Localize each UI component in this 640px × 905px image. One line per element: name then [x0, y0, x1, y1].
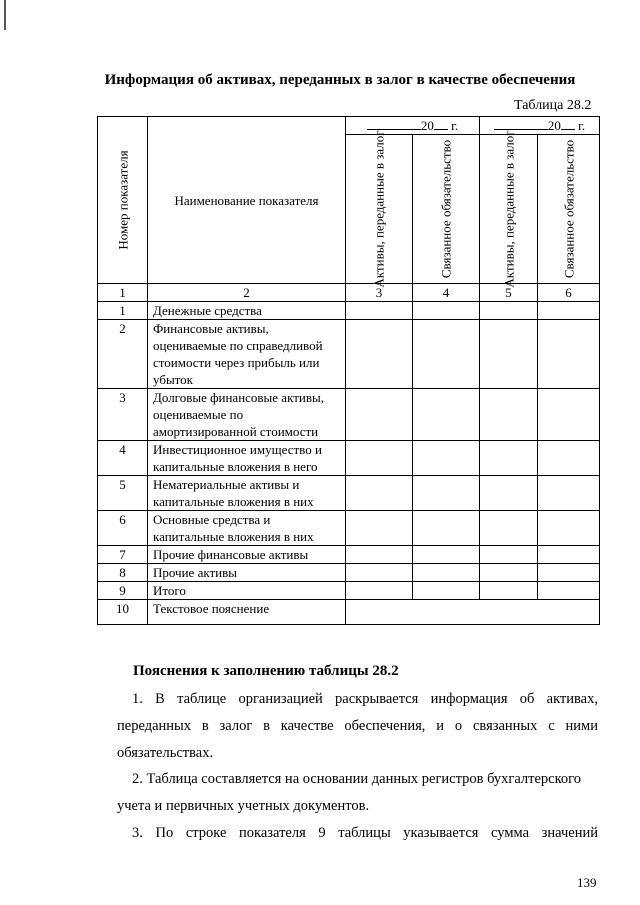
header-assets-label: Активы, переданные в залог: [501, 130, 516, 288]
section-title: Пояснения к заполнению таблицы 28.2: [133, 663, 399, 679]
row-name: Прочие активы: [148, 564, 346, 582]
row-name: Текстовое пояснение: [148, 600, 346, 625]
row-number: 10: [98, 600, 148, 625]
column-number-cell: 5: [480, 284, 538, 302]
table-row: [98, 302, 600, 320]
paragraph: 3. По строке показателя 9 таблицы указывается сумма значений: [132, 825, 598, 841]
value-cell: [413, 302, 480, 320]
row-name: Итого: [148, 582, 346, 600]
document-title: Информация об активах, переданных в залог в качестве обеспечения: [104, 72, 576, 88]
row-number: 2: [98, 320, 148, 389]
margin-line: [4, 0, 6, 30]
table-row: [98, 441, 600, 476]
value-cell: [346, 546, 413, 564]
value-cell: [480, 389, 538, 441]
period-header-2: [480, 117, 600, 135]
header-number-label: Номер показателя: [115, 150, 130, 250]
table-row: [98, 476, 600, 511]
value-cell: [346, 582, 413, 600]
value-cell: [480, 441, 538, 476]
value-cell: [480, 476, 538, 511]
row-name: Прочие финансовые активы: [148, 546, 346, 564]
table-header-row-period: [98, 117, 600, 135]
table-row: [98, 546, 600, 564]
value-cell: [413, 511, 480, 546]
row-number: 3: [98, 389, 148, 441]
value-cell: [538, 564, 600, 582]
value-cell: [480, 546, 538, 564]
row-name: Инвестиционное имущество и капитальные вложения в него: [148, 441, 346, 476]
table-row: [98, 582, 600, 600]
column-number-cell: 1: [98, 284, 148, 302]
row-number: 9: [98, 582, 148, 600]
table-row: [98, 389, 600, 441]
assets-pledge-table: [97, 116, 600, 625]
value-cell: [538, 546, 600, 564]
header-liability-label: Связанное обязательство: [438, 139, 454, 279]
row-number: 7: [98, 546, 148, 564]
column-number-cell: 2: [148, 284, 346, 302]
value-cell: [413, 476, 480, 511]
paragraph: 2. Таблица составляется на основании данных регистров бухгалтерского учета и первичных учетных документов.: [117, 771, 581, 814]
row-number: 1: [98, 302, 148, 320]
page-number: 139: [577, 875, 597, 890]
value-cell: [346, 564, 413, 582]
row-number: 5: [98, 476, 148, 511]
header-liability-label: Связанное обязательство: [561, 139, 576, 279]
value-cell: [346, 389, 413, 441]
column-number-cell: 3: [346, 284, 413, 302]
period-header-1: [346, 117, 480, 135]
value-cell: [413, 320, 480, 389]
value-cell: [413, 546, 480, 564]
header-assets-label: Активы, переданные в залог: [371, 130, 387, 288]
table-label: Таблица 28.2: [514, 98, 592, 113]
table-row: [98, 600, 600, 625]
value-cell: [413, 441, 480, 476]
row-name: Денежные средства: [148, 302, 346, 320]
column-number-row: [98, 284, 600, 302]
value-cell: [346, 476, 413, 511]
value-cell: [538, 302, 600, 320]
row-number: 4: [98, 441, 148, 476]
period-suffix: 20: [547, 118, 561, 133]
table-row: [98, 511, 600, 546]
text-explanation-cell: [346, 600, 600, 625]
header-cell-assets-2: [480, 130, 538, 288]
value-cell: [480, 302, 538, 320]
period-year-mark: г.: [451, 118, 459, 133]
header-cell-number: [98, 117, 148, 284]
column-number-cell: 6: [538, 284, 600, 302]
row-name: Финансовые активы, оцениваемые по справедливой стоимости через прибыль или убыток: [148, 320, 346, 389]
header-cell-liability-1: [413, 135, 480, 284]
row-name: Долговые финансовые активы, оцениваемые по амортизированной стоимости: [148, 389, 346, 441]
value-cell: [480, 564, 538, 582]
value-cell: [480, 320, 538, 389]
header-cell-name: Наименование показателя: [148, 117, 346, 284]
value-cell: [538, 476, 600, 511]
table-row: [98, 320, 600, 389]
value-cell: [413, 564, 480, 582]
value-cell: [538, 389, 600, 441]
value-cell: [346, 320, 413, 389]
value-cell: [346, 441, 413, 476]
header-cell-liability-2: [538, 135, 600, 284]
row-number: 8: [98, 564, 148, 582]
value-cell: [538, 441, 600, 476]
value-cell: [480, 511, 538, 546]
value-cell: [346, 511, 413, 546]
value-cell: [346, 302, 413, 320]
paragraph: 1. В таблице организацией раскрывается информация об активах, переданных в залог в качестве обеспечения, и о связанных с ними обязательствах.: [117, 691, 598, 761]
table-row: [98, 564, 600, 582]
row-name: Нематериальные активы и капитальные вложения в них: [148, 476, 346, 511]
header-cell-assets-1: [346, 130, 413, 288]
value-cell: [413, 582, 480, 600]
period-suffix: 20: [420, 118, 434, 133]
column-number-cell: 4: [413, 284, 480, 302]
value-cell: [538, 511, 600, 546]
value-cell: [413, 389, 480, 441]
row-number: 6: [98, 511, 148, 546]
period-year-mark: г.: [578, 118, 586, 133]
value-cell: [538, 582, 600, 600]
value-cell: [480, 582, 538, 600]
value-cell: [538, 320, 600, 389]
row-name: Основные средства и капитальные вложения в них: [148, 511, 346, 546]
